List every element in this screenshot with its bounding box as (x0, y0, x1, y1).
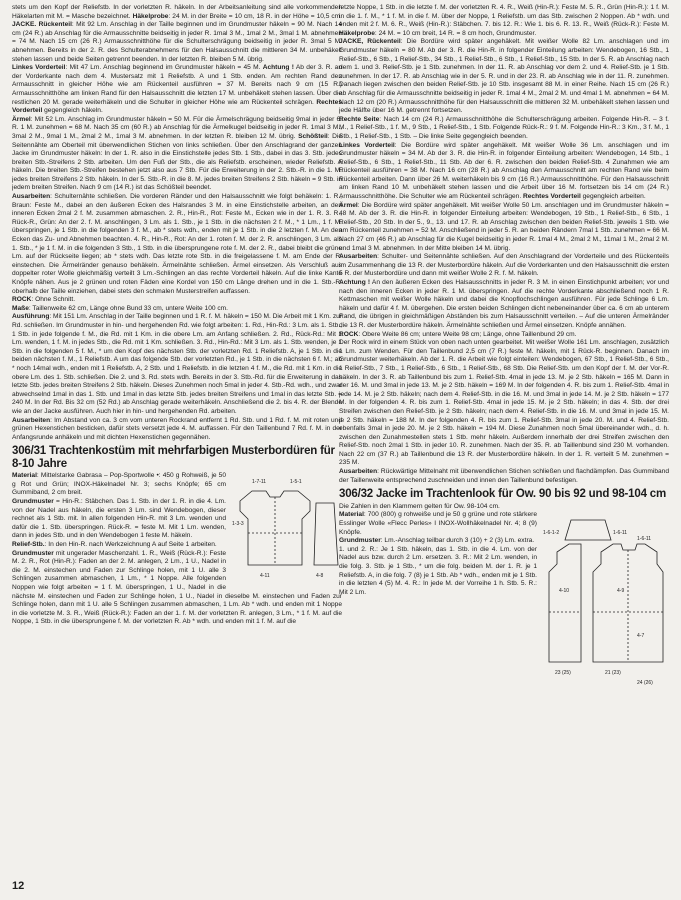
right-schema-label-4: 4-10 (559, 588, 570, 595)
right-para-5: Ärmel: Die Bordüre wird später angehäkelt. Mit weißer Wolle 50 Lm. anschlagen und im Grundmuster häkeln = 48 M. Ab der 3. R. die Hin-R. in folgender Einteilung arbeiten: Wendebogen, 19 Stb., 1 Relief-Stb., 6 Stb., 1 Relief-Stb., 20 Stb. In der 5., 9., 13. und 17. R. ab Anschlag zwischen den beiden Relief-Stb. jeweils 1 Stb. wie am Rückenteil zunehmen = 52 M. Anschließend in jeder 5. R. an beiden Rändern 7mal 1 Stb. zunehmen = 66 M. Nach 27 cm (46 R.) ab Anschlag für die Kugel beidseitig in jeder R. 1mal 4 M., 2mal 2 M., 11mal 1 M., 2mal 2 M. und 1mal 3 M. abnehmen. In der Mitte bleiben 14 M. übrig. (339, 201, 669, 252)
heading-306-32: 306/32 Jacke im Trachtenlook für Ow. 90 bis 92 und 98-104 cm (339, 488, 666, 501)
left-schema-label-5: 4-8 (316, 573, 324, 580)
right-para-7: Achtung ! An den äußeren Ecken des Halsausschnitts in jeder R. 3 M. in einen Einstichpunkt arbeiten; vor und nach den inneren Ecken in jeder R. 1 M. überspringen. Auf die rechte Vorderkante abschließend noch 1 R. Kettmaschen mit weißer Wolle häkeln und dabei die Knopflochschlingen ausführen. Für jede Schlinge 6 Lm. häkeln und dafür 4 f. M. übergehen. Die ersten beiden Schlingen dicht nebeneinander über ca. 6 cm ab unterem Rand, die übrigen in gleichmäßigen Abständen bis zum Halsausschnitt verteilen. – Auf die unteren Ärmelränder die 13 R. der Musterbordüre häkeln. Ärmelnähte schließen und Ärmel einsetzen. Knöpfe annähen. (339, 279, 669, 329)
left-para-8: Ausarbeiten: Im Abstand von ca. 3 cm vom unteren Rockrand entfernt 1 Rd. Stb. und 1 Rd. f. M. mit roten und grünen Hexenstichen besticken, dafür stets versetzt jede 4. M. auffassen. Für den Taillenbund 7 Rd. f. M. in der Anfangsrunde anhäkeln und mit dichten Hexenstichen gegennähen. (12, 416, 342, 441)
left-para-5: ROCK: Ohne Schnitt. (12, 296, 76, 304)
left-schema-label-3: 1-3-3 (232, 521, 244, 528)
left-schema-label-4: 4-11 (260, 573, 270, 580)
left-para-2: Linkes Vorderteil: Mit 47 Lm. Anschlag beginnend im Grundmuster häkeln = 45 M. Achtung ! Ab der 3. R. an der Vorderkante nach dem 4. Mustersatz mit 1 Reliefstb. A und 1 Stb. enden. Am rechten Rand den Armausschnitt in gleicher Höhe wie am Rückenteil ausführen = 37 M. Bereits nach 9 cm (15 R.) Armausschnitthöhe am linken Rand für den Halsausschnitt die letzten 17 M. unbehäkelt stehen lassen. Über die restlichen 20 M. gerade weiterhäkeln und die Schulter in gleicher Höhe wie am Rückenteil schrägen. Rechtes Vorderteil gegengleich häkeln. (12, 64, 342, 115)
left-schema-label-1: 1-7-11 (252, 479, 267, 486)
right-para-10: Ausarbeiten: Rückwärtige Mittelnaht mit überwendlichen Stichen schließen und flachdämpfen. Das Gummiband der Taillenweite entsprechend zuschneiden und innen den Taillenbund befestigen. (339, 468, 669, 484)
page-number: 12 (12, 880, 25, 892)
right-para-6: Ausarbeiten: Schulter- und Seitennähte schließen. Auf den Anschlagrand der Vorderteile und des Rückenteils im Zusammenhang die 13 R. der Musterbordüre häkeln. Auf die Vorderkanten und den Halsausschnitt die ersten 5 R. der Musterbordüre und dann mit weißer Wolle 2 R. f. M. häkeln. (339, 253, 669, 278)
left-para-3: Ärmel: Mit 52 Lm. Anschlag im Grundmuster häkeln = 50 M. Für die Ärmelschrägung beidseitig 9mal in jeder 6. R. 1 M. zunehmen = 68 M. Nach 35 cm (60 R.) ab Anschlag für die Ärmelkugel beidseitig in jeder R. 1mal 3 M., 3mal 2 M., 9mal 1 M., 2mal 2 M., 1mal 3 M. abnehmen. In der letzten R. bleiben 12 M. übrig. Schößteil: Die Seitennähte am Oberteil mit überwendlichen Stichen von links schließen. Über den Anschlagrand der ganzen Jacke im Grundmuster häkeln: In der 1. R. also in die Einstichstelle jedes Stb. 1 Stb., dabei in das 3. Stb. jedes breiten Stb.-Streifens 2 Stb. arbeiten. Um den Fuß der Stb., die als Reliefstb. erscheinen, wieder Reliefstb. A häkeln. Die breiten Stb.-Streifen bestehen jetzt also aus 7 Stb. Für die Erweiterung in der 2. Stb.-R. in die 1. M. jedes breiten Streifens 2 Stb. häkeln. In der 5. Stb.-R. in die 8. M. jedes breiten Streifens 2 Stb. häkeln = 9 Stb. in jedem breiten Streifen. Nach 9 cm (14 R.) ist das Schößteil beendet. (12, 115, 342, 192)
right-schema-label-2: 1-6-11 (613, 530, 628, 537)
left-para-7: Ausführung: Mit 151 Lm. Anschlag in der Taille beginnen und 1 R. f. M. häkeln = 150 M. Die Arbeit mit 1 Km. zur Rd. schließen. Im Grundmuster in hin- und hergehenden Rd. wie folgt arbeiten: 1. Rd., Hin-Rd.: 3 Lm. als 1. Stb., 1 Stb. in jede folgende f. M., die Rd. mit 1 Km. in die obere Lm. am Anfang schließen. 2. Rd., Rück-Rd.: Mit 1 Lm. wenden, 1 f. M. in jedes Stb., die Rd. mit 1 Km. schließen. 3. Rd., Hin-Rd.: Mit 3 Lm. als 1. Stb. wenden, je 1 Stb. in die folgenden 5 f. M., * um den Kopf des nächsten Stb. der vorletzten Rd. 1 Reliefstb. A, je 1 Stb. in die beiden nächsten f. M., 1 Reliefstb. A um das folgende Stb. der vorletzten Rd., je 1 Stb. in die nächsten 6 f. M.; ab * noch 14mal wdh., enden mit 1 Reliefstb. A, 2 Stb. und 1 Reliefstb. in die letzten 4 f. M., die Rd. mit 1 Km. in die obere Lm. des 1. Stb. schließen. Die 2. und 3. Rd. stets wdh. Bereits in der 3. Stb.-Rd. für die Erweiterung in das letzte Stb. jedes breiten Streifens 2 Stb. häkeln. Dieses Zunehmen noch 5mal in jeder 4. Stb.-Rd. wdh., und zwar abwechselnd 1mal in das 1. Stb. und 1mal in das letzte Stb. jedes breiten Streifens und 1mal in das letzte Stb. = 240 M. In der Rd. Bis 32 cm (52 Rd.) ab Anschlag gerade weiterhäkeln. Anschließend die 2. bis 4. R. der Blende wie an der Jacke ausführen. Auch hier in hin- und hergehenden Rd. arbeiten. (12, 313, 342, 415)
right-schema-label-1: 1-6-1-2 (543, 530, 560, 537)
left-para-10: Grundmuster = Hin-R.: Stäbchen. Das 1. Stb. in der 1. R. in die 4. Lm. von der Nadel aus häkeln, die ersten 3 Lm. sind Wendebogen, dieser rechnet als 1 Stb. mit. In allen folgenden Hin-R. mit 3 Lm. wenden und dafür die 1. Stb. überspringen. Rück-R. = feste M. Mit 1 Lm. wenden, dann in jedes Stb. und in den Wendebogen 1 feste M. häkeln. (12, 498, 226, 540)
left-para-9: Material: Mittelstarke Gabrasa – Pop-Sportwolle •: 450 g Rohweiß, je 50 g Rot und Grün; INOX-Häkelnadel Nr. 3; sechs Knöpfe; 65 cm Gummiband, 2 cm breit. (12, 472, 226, 497)
left-para-4: Ausarbeiten: Schulternähte schließen. Die vorderen Ränder und den Halsausschnitt wie folgt behäkeln: 1. R., Braun: Feste M., dabei an den äußeren Ecken des Halsrandes 3 M. in eine Einstichstelle arbeiten, an den inneren Ecken 2mal 2 f. M. zusammen abmaschen. 2. R., Hin-R., Rot: Feste M., Ecken wie in der 1. R. 3. R., Rück-R., Grün: An der 2. f. M. anschlingen, 3 Lm. als 1. Stb., je 1 Stb. in die nächsten 2 f. M., * 1 Lm., 1 f. M. überspringen, je 1 Stb. in die folgenden 3 f. M., ab * stets wdh., enden mit je 1 Stb. in die 2 letzten f. M. An den Ecken das Zu- und Abnehmen beachten. 4. R., Hin-R., Rot: An der 1. roten f. M. der 2. R. anschlingen, 3 Lm. als 1. Stb., * je 1 f. M. in die folgenden 3 Stb., 1 Stb. in die übersprungene rote f. M. der 2. R., dabei bleibt die grüne Lm. auf der Rückseite liegen; ab * stets wdh. Das letzte rote Stb. in die freigelassene f. M. am Ende der R. einstechen. Die Ärmelränder genauso behäkeln. Ärmelnähte schließen. Ärmel einsetzen. Als Verschluß aus doppelter roter Wolle gleichmäßig verteilt 3 Lm.-Schlingen an das rechte Vorderteil häkeln. Auf die linke Kante Knöpfe nähen. Aus je 2 grünen und roten Fäden eine Kordel von 150 cm Länge drehen und in die 1. Stb.-R. oberhalb der Taille einziehen, dabei stets den schmalen Musterstreifen auffassen. (12, 193, 342, 295)
heading-306-31: 306/31 Trachtenkostüm mit mehrfarbigen Musterbordüren für 8-10 Jahre (12, 445, 335, 470)
right-schema-block (339, 511, 669, 687)
right-para-13: Grundmuster: Lm.-Anschlag teilbar durch 3 (10) + 2 (3) Lm. extra. (339, 537, 535, 545)
right-para-1: letzte Noppe, 1 Stb. in die letzte f. M. der vorletzten R. 4. R., Weiß (Hin-R.): Feste M. 5. R., Grün (Hin-R.): 1 f. M. in die 1. f. M., * 1 f. M. in die f. M. über der Noppe, 1 Reliefstb. um das Stb. zwischen 2 Noppen. Ab * wdh. und enden mit 2 f. M. 6. R., Weiß (Hin-R.): Stäbchen. 7. bis 12. R.: Wie 1. bis 6. R. 13. R., Weiß (Rück-R.): Feste M. Häkelprobe: 24 M. = 10 cm breit, 14 R. = 8 cm hoch, Grundmuster. (339, 4, 669, 37)
left-schema-diagram (230, 473, 342, 585)
right-schema-label-9: 24 (26) (637, 680, 653, 687)
right-schema-label-6: 4-7 (637, 633, 645, 640)
left-para-12: Grundmuster mit ungerader Maschenzahl. 1. R., Weiß (Rück-R.): Feste M. 2. R., Rot (Hin-R.): Faden an der 2. M. anlegen, 2 Lm., 1 U., Nadel in die 2. M. einstechen und Faden zur Schlinge holen, mit 1 U. alle 3 Schlingen zusammen abmaschen, 1 Lm., * 1 Noppe. Alle folgenden Noppen wie folgt arbeiten = 1 f. M. überspringen, 1 U., Nadel in die nächste M. einstechen und Faden zur Schlinge holen, 1 U., Nadel in dieselbe M. einstechen und Faden zur Schlinge holen, dann mit 1 U. alle 5 Schlingen zusammen abmaschen, 1 Lm. Ab * wdh. und enden mit 1 Noppe in die vorletzte M. 3. R., Weiß (Rück-R.): Faden an der 1. f. M. der vorletzten R. anlegen, 3 Lm., * 1 f. M. auf die Noppe, 1 Stb. in die übersprungene f. M. der vorletzten R. Ab * wdh. und enden mit 1 f. M. auf die (12, 549, 342, 626)
right-schema-label-5: 4-9 (617, 588, 625, 595)
left-schema-block (12, 472, 342, 627)
left-column (12, 4, 342, 872)
right-para-2: JACKE, Rückenteil: Die Bordüre wird später angehäkelt. Mit weißer Wolle 82 Lm. anschlagen und im Grundmuster häkeln = 80 M. Ab der 3. R. die Hin-R. in folgender Einteilung arbeiten: Wendebogen, 16 Stb., 1 Relief-Stb., 6 Stb., 1 Relief-Stb., 34 Stb., 1 Relief-Stb., 6 Stb., 1 Relief-Stb., 15 Stb. In der 5. R. ab Anschlag nach dem 1. und 3. Relief-Stb. je 1 Stb. zunehmen. In der 11. R. ab Anschlag vor dem 2. und 4. Relief-Stb. je 1 Stb. zunehmen. In der 17. R. ab Anschlag wie in der 5. R. und in der 23. R. ab Anschlag wie in der 11. R. zunehmen. Danach liegen zwischen den beiden Relief-Stb. je 10 Stb. insgesamt 88 M. in einer Reihe. Nach 15 cm (26 R.) ab Anschlag für die Armausschnitte beidseitig in jeder R. 1mal 4 M., 2mal 2 M. und 4mal 1 M. abnehmen = 64 M. Nach 12 cm (20 R.) Armausschnitthöhe für den Halsausschnitt die mittleren 32 M. unbehäkelt stehen lassen und jede Hälfte über 16 M. getrennt fortsetzen. (339, 38, 669, 115)
right-para-3: Rechte Seite: Nach 14 cm (24 R.) Armausschnitthöhe die Schulterschrägung arbeiten. Folgende Hin-R. – 3 f. M., 1 Relief-Stb., 1 f. M., 9 Stb., 1 Relief-Stb., 1 Stb. Folgende Rück-R.: 9 f. M. Folgende Hin-R.: 3 Km., 3 f. M., 1 Stb., 1 Relief-Stb., 1 Stb. – Die linke Seite gegengleich beenden. (339, 115, 669, 140)
left-schema-label-2: 1-5-1 (290, 479, 302, 486)
right-para-8: ROCK: Obere Weite 86 cm; untere Weite 98 cm; Länge, ohne Taillenbund 29 cm. (339, 330, 577, 338)
right-para-11: Die Zahlen in den Klammern gelten für Ow. 98-104 cm. (339, 502, 500, 510)
right-para-14: 1. und 2. R.: Je 1 Stb. häkeln, das 1. Stb. in die 4. Lm. von der Nadel aus bzw. durch 2 Lm. ersetzen. 3. R.: Mit 2 Lm. wenden, in die folg. 3. Stb. je 1 Stb., * um die folg. beiden M. der 1. R. je 1 Reliefstb. A, in die folg. 7 (8) je 1 Stb. Ab * wdh., enden mit je 1 Stb. in die letzten 4 (5) M. 4. R.: In jede M. der Vorreihe 1 h. Stb. 5. R.: Mit 2 Lm. (339, 545, 537, 596)
right-para-9: Der Rock wird in einem Stück von oben nach unten gearbeitet. Mit weißer Wolle 161 Lm. anschlagen, zusätzlich 1 Lm. zum Wenden. Für den Taillenbund 2,5 cm (7 R.) feste M. häkeln, mit 1 Rück-R. beginnen. Danach im Grundmuster weiterhäkeln. Ab der 1. R. die Arbeit wie folgt einteilen: Wendebogen, 67 Stb., 1 Relief-Stb., 6 Stb., 1 Relief-Stb., 7 Stb., 1 Relief-Stb., 6 Stb., 1 Relief-Stb., 68 Stb. Die Relief-Stb. um den Kopf der f. M. der Vor-R. häkeln. In der 3. R. ab Taillenbund bis zum 1. Relief-Stb. 4mal in jede 13. M. je 2 Stb. häkeln = 165 M. Dann in der 16. M. und 3mal in jede 13. M. je 2 Stb. häkeln = 169 M. In der folgenden 4. R. bis zum 1. Relief-Stb. 4mal in jede 14. M. je 2 Stb. häkeln; nach dem 4. Relief-Stb. in die 16. M. und 3mal in jede 14. M. je 2 Stb. häkeln = 177 M. In der folgenden 4. R. bis zum 1. Relief-Stb. 4mal in jede 15. M. je 2 Stb. häkeln; in das 4. Stb. der drei Streifen zwischen den Relief-Stb. je 2 Stb. häkeln; nach dem 4. Relief-Stb. in die 16. M. und 3mal in jede 15. M. je 2 Stb. häkeln = 188 M. In der folgenden 4. R. bis zum 1. Relief-Stb. 3mal in jede 20. M. und 4. Relief-Stb. ebenfalls 3mal in jede 20. M. je 2 Stb. häkeln = 194 M. Diese Zunahmen noch 5mal übereinander wdh., d. h. zwischen den Zunahmestellen stets 1 Stb. mehr häkeln. Außerdem innerhalb der drei Streifen zwischen den Relief-Stb. noch 2mal 1 Stb. in jeder 10. R. zunehmen. Nach der 35. R. ab Taillenbund sind 230 M. vorhanden. Nach 22 cm (37 R.) ab Taillenbund die 13 R. der Musterbordüre häkeln. In der 1. R. verteilt 5 M. zunehmen = 235 M. (339, 339, 669, 467)
right-schema-label-7: 23 (25) (555, 670, 571, 677)
left-para-1: stets um den Kopf der Reliefstb. In der vorletzten R. häkeln. In der Arbeitsanleitung sind alle vorkommenden Häkelarten mit M. = Masche bezeichnet. Häkelprobe: 24 M. in der Breite = 10 cm, 18 R. in der Höhe = 10,5 cm. JACKE. Rückenteil: Mit 92 Lm. Anschlag in der Taille beginnen und im Grundmuster häkeln = 90 M. Nach 14 cm (24 R.) ab Anschlag für die Armausschnitte beidseitig in jeder R. 1mal 3 M., 1mal 2 M., 3mal 1 M. abnehmen = 74 M. Nach 15 cm (26 R.) Armausschnitthöhe für die Schulterschrägung beidseitig in jeder R. 3mal 5 M. abnehmen. Bereits in der 2. R. des Schulterabnehmens für den Halsausschnitt die mittleren 34 M. unbehäkelt stehen lassen und beide Seiten getrennt beenden. In der letzten R. bleiben 5 M. übrig. (12, 4, 342, 63)
right-schema-diagram (541, 512, 669, 694)
right-schema-label-8: 21 (23) (605, 670, 621, 677)
right-schema-label-3: 1-6-11 (637, 536, 652, 543)
left-para-6: Maße: Taillenweite 62 cm, Länge ohne Bund 33 cm, untere Weite 100 cm. (12, 304, 229, 312)
left-para-11: Relief-Stb.: In den Hin-R. nach Werkzeichnung A auf Seite 1 arbeiten. (12, 541, 217, 549)
right-para-12: Material: 700 (800) g rohweiße und je 50 g grüne und rote stärkere Esslinger Wolle «Flecc Perles» I INOX-Wollhäkelnadel Nr. 4; 8 (9) Knöpfe. (339, 511, 537, 536)
right-column (339, 4, 669, 872)
right-para-4: Linkes Vorderteil: Die Bordüre wird später angehäkelt. Mit weißer Wolle 36 Lm. anschlagen und im Grundmuster häkeln = 34 M. Ab der 3. R. die Hin-R. in folgender Einteilung arbeiten: Wendebogen, 14 Stb., 1 Relief-Stb., 6 Stb., 1 Relief-Stb., 11 Stb. Ab der 6. R. zwischen den beiden Relief-Stb. 4 Zunahmen wie am Rückenteil ausführen = 38 M. Nach 16 cm (28 R.) ab Anschlag den Armausschnitt am rechten Rand wie beim Rückenteil arbeiten. Dann über 26 M. weiterhäkeln bis 9 cm (16 R.) Armausschnitthöhe. Für den Halsausschnitt am linken Rand 10 M. unbehäkelt stehen lassen und die Arbeit über 16 M. fortsetzen bis 14 cm (24 R.) Armausschnitthöhe. Die Schulter wie am Rückenteil schrägen. Rechtes Vorderteil gegengleich arbeiten. (339, 141, 669, 201)
